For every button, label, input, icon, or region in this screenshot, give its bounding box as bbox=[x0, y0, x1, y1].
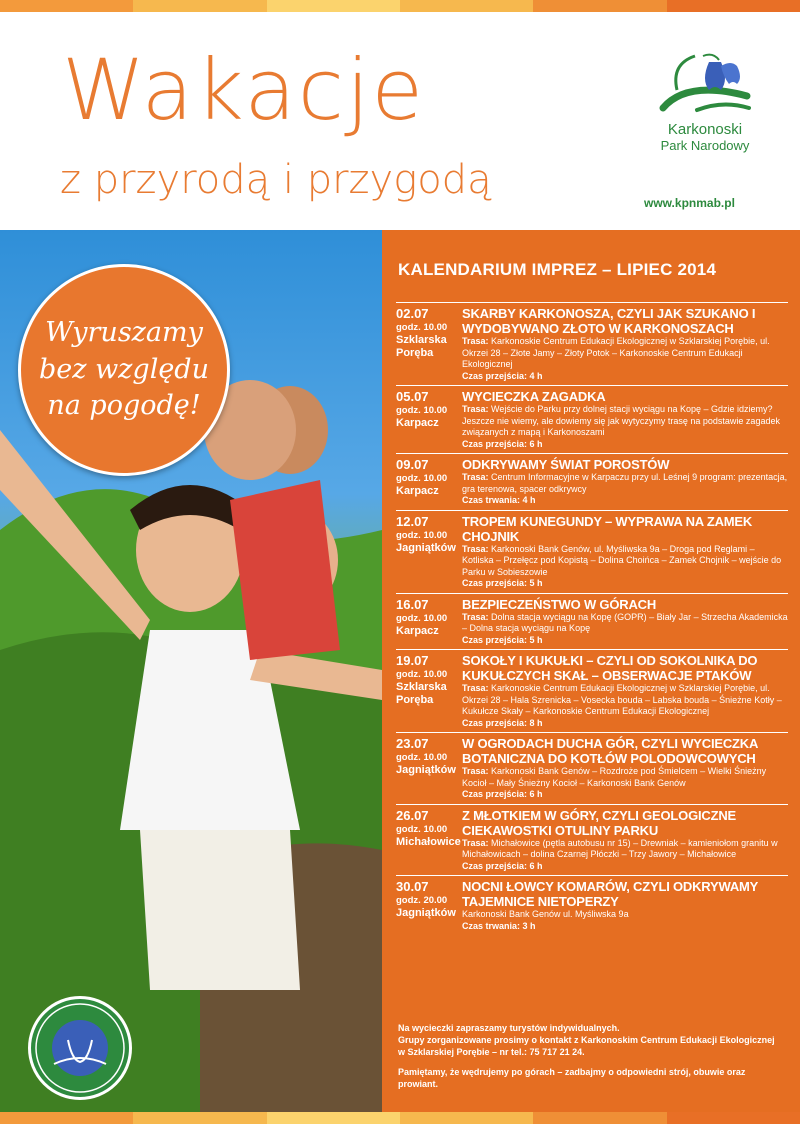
event-item bbox=[396, 510, 788, 593]
stripe bbox=[267, 0, 400, 12]
event-item bbox=[396, 875, 788, 935]
route-label: Trasa: bbox=[462, 837, 489, 848]
event-date: 12.07 bbox=[396, 513, 429, 529]
event-route: Karkonoski Bank Genów – Rozdroże pod Śmielcem – Wielki Śnieżny Kocioł – Mały Śnieżny Kocioł – Karkonoski Bank Genów bbox=[462, 766, 767, 788]
stripe bbox=[0, 0, 133, 12]
event-route: Centrum Informacyjne w Karpaczu przy ul. Leśnej 9 program: prezentacja, gra terenowa, spacer odkrywcy bbox=[462, 472, 788, 494]
event-time: godz. 20.00 bbox=[396, 895, 448, 906]
event-date: 02.07 bbox=[396, 306, 429, 321]
event-time: godz. 10.00 bbox=[396, 405, 448, 416]
event-date: 26.07 bbox=[396, 807, 429, 823]
event-place: Szklarska Poręba bbox=[396, 334, 447, 359]
route-label: Trasa: bbox=[462, 683, 489, 693]
logo-name-line2: Park Narodowy bbox=[660, 137, 750, 153]
stripe bbox=[400, 0, 533, 12]
stripe bbox=[667, 0, 800, 12]
event-duration: Czas przejścia: 5 h bbox=[462, 634, 543, 645]
event-name: W OGRODACH DUCHA GÓR, CZYLI WYCIECZKA BOTANICZNA DO KOTŁÓW POLODOWCOWYCH bbox=[462, 736, 758, 766]
stripe bbox=[133, 1112, 266, 1124]
bubble-line3: na pogodę! bbox=[47, 390, 201, 422]
event-name: NOCNI ŁOWCY KOMARÓW, CZYLI ODKRYWAMY TAJEMNICE NIETOPERZY bbox=[462, 879, 758, 909]
stripe bbox=[0, 1112, 133, 1124]
event-name: BEZPIECZEŃSTWO W GÓRACH bbox=[462, 596, 657, 612]
event-duration: Czas przejścia: 8 h bbox=[462, 717, 543, 728]
event-name: TROPEM KUNEGUNDY – WYPRAWA NA ZAMEK CHOJNIK bbox=[462, 513, 753, 544]
bubble-line1: Wyruszamy bbox=[45, 317, 203, 349]
seal-emblem-icon bbox=[32, 1000, 128, 1096]
poster-subtitle: z przyrodą i przygodą bbox=[60, 157, 492, 203]
event-item bbox=[396, 804, 788, 876]
poster-header bbox=[0, 12, 800, 230]
event-place: Michałowice bbox=[396, 835, 461, 848]
event-item bbox=[396, 302, 788, 385]
national-park-seal bbox=[28, 996, 132, 1100]
event-item bbox=[396, 732, 788, 804]
family-photo bbox=[0, 230, 382, 1112]
stripe bbox=[533, 1112, 666, 1124]
route-label: Trasa: bbox=[462, 611, 489, 622]
stripe bbox=[667, 1112, 800, 1124]
event-place: Jagniątków bbox=[396, 764, 456, 776]
events-list bbox=[396, 302, 788, 935]
event-place: Karpacz bbox=[396, 417, 439, 429]
bottom-color-stripes bbox=[0, 1112, 800, 1124]
event-route: Karkonoskie Centrum Edukacji Ekologicznej w Szklarskiej Porębie, ul. Okrzei 28 – Hala Szrenicka – Vosecka bouda – Labska bouda – Śnieżne Kotły – Kukułcze Skały – Karkonoskie Centrum Edukacji Ekologicznej bbox=[462, 683, 782, 716]
event-name: ODKRYWAMY ŚWIAT POROSTÓW bbox=[462, 457, 670, 472]
route-label: Trasa: bbox=[462, 543, 489, 554]
bellflower-logo-icon bbox=[657, 50, 753, 118]
route-label: Trasa: bbox=[462, 766, 489, 776]
route-label: Trasa: bbox=[462, 336, 489, 346]
event-duration: Czas przejścia: 6 h bbox=[462, 438, 543, 449]
event-place: Karpacz bbox=[396, 485, 439, 497]
event-date: 23.07 bbox=[396, 736, 429, 751]
stripe bbox=[533, 0, 666, 12]
event-time: godz. 10.00 bbox=[396, 322, 448, 333]
event-time: godz. 10.00 bbox=[396, 752, 448, 763]
event-item bbox=[396, 649, 788, 732]
event-time: godz. 10.00 bbox=[396, 529, 448, 541]
event-item bbox=[396, 453, 788, 510]
event-date: 05.07 bbox=[396, 389, 429, 404]
event-route: Karkonoskie Centrum Edukacji Ekologicznej w Szklarskiej Porębie, ul. Okrzei 28 – Złote Jamy – Złoty Potok – Karkonoskie Centrum Edukacji Ekologicznej bbox=[462, 336, 770, 369]
event-duration: Czas trwania: 4 h bbox=[462, 495, 536, 505]
event-route: Dolna stacja wyciągu na Kopę (GOPR) – Biały Jar – Strzecha Akademicka – Dolna stacja wyciągu na Kopę bbox=[462, 611, 788, 633]
visitor-notes bbox=[398, 1022, 778, 1098]
note-groups: Grupy zorganizowane prosimy o kontakt z Karkonoskim Centrum Edukacji Ekologicznej w Szklarskiej Porębie – nr tel.: 75 717 21 24. bbox=[398, 1035, 775, 1057]
event-time: godz. 10.00 bbox=[396, 612, 448, 624]
stripe bbox=[267, 1112, 400, 1124]
event-date: 30.07 bbox=[396, 879, 429, 894]
event-date: 19.07 bbox=[396, 653, 429, 668]
stripe bbox=[133, 0, 266, 12]
event-item bbox=[396, 385, 788, 453]
event-route: Michałowice (pętla autobusu nr 15) – Drewniak – kamieniołom granitu w Michałowicach – dolina Czarnej Płóczki – Trzy Jawory – Michałowice bbox=[462, 837, 778, 859]
stripe bbox=[400, 1112, 533, 1124]
note-equipment: Pamiętamy, że wędrujemy po górach – zadbajmy o odpowiedni strój, obuwie oraz prowiant. bbox=[398, 1067, 746, 1089]
event-name: SKARBY KARKONOSZA, CZYLI JAK SZUKANO I WYDOBYWANO ZŁOTO W KARKONOSZACH bbox=[462, 306, 756, 336]
event-place: Szklarska Poręba bbox=[396, 681, 447, 706]
events-calendar-panel bbox=[382, 230, 800, 1112]
event-duration: Czas przejścia: 4 h bbox=[462, 370, 543, 381]
event-place: Jagniątków bbox=[396, 541, 456, 554]
event-time: godz. 10.00 bbox=[396, 823, 448, 835]
calendar-title: KALENDARIUM IMPREZ – LIPIEC 2014 bbox=[398, 260, 717, 279]
event-time: godz. 10.00 bbox=[396, 473, 448, 484]
event-name: WYCIECZKA ZAGADKA bbox=[462, 389, 606, 404]
note-individual: Na wycieczki zapraszamy turystów indywidualnych. bbox=[398, 1023, 620, 1033]
event-name: Z MŁOTKIEM W GÓRY, CZYLI GEOLOGICZNE CIEKAWOSTKI OTULINY PARKU bbox=[462, 807, 736, 838]
event-duration: Czas przejścia: 6 h bbox=[462, 789, 543, 799]
event-duration: Czas przejścia: 6 h bbox=[462, 860, 543, 871]
event-route: Karkonoski Bank Genów ul. Myśliwska 9a bbox=[462, 909, 629, 919]
event-time: godz. 10.00 bbox=[396, 669, 448, 680]
event-date: 16.07 bbox=[396, 596, 429, 612]
event-route: Wejście do Parku przy dolnej stacji wyciągu na Kopę – Gdzie idziemy? Jeszcze nie wiemy, ale dowiemy się jak wytyczymy trasę na podstawie zagadek związanych z mapą i Karkonoszami bbox=[462, 404, 780, 437]
weather-bubble bbox=[18, 264, 230, 476]
poster-title: Wakacje bbox=[62, 41, 426, 139]
event-route: Karkonoski Bank Genów, ul. Myśliwska 9a – Droga pod Reglami – Kotliska – Przełęcz pod Kopistą – Dolina Choińca – Zamek Chojnik – wejście do Parku w Sobieszowie bbox=[462, 543, 782, 577]
event-duration: Czas trwania: 3 h bbox=[462, 920, 536, 931]
event-item bbox=[396, 593, 788, 650]
route-label: Trasa: bbox=[462, 404, 489, 414]
logo-name-line1: Karkonoski bbox=[667, 121, 743, 138]
website-url[interactable]: www.kpnmab.pl bbox=[644, 196, 735, 210]
event-place: Jagniątków bbox=[396, 907, 456, 919]
event-name: SOKOŁY I KUKUŁKI – CZYLI OD SOKOLNIKA DO KUKUŁCZYCH SKAŁ – OBSERWACJE PTAKÓW bbox=[462, 653, 758, 683]
event-place: Karpacz bbox=[396, 624, 439, 637]
bubble-line2: bez względu bbox=[39, 353, 209, 385]
event-duration: Czas przejścia: 5 h bbox=[462, 578, 543, 588]
park-logo bbox=[650, 50, 760, 153]
route-label: Trasa: bbox=[462, 472, 489, 482]
top-color-stripes bbox=[0, 0, 800, 12]
event-date: 09.07 bbox=[396, 457, 429, 472]
